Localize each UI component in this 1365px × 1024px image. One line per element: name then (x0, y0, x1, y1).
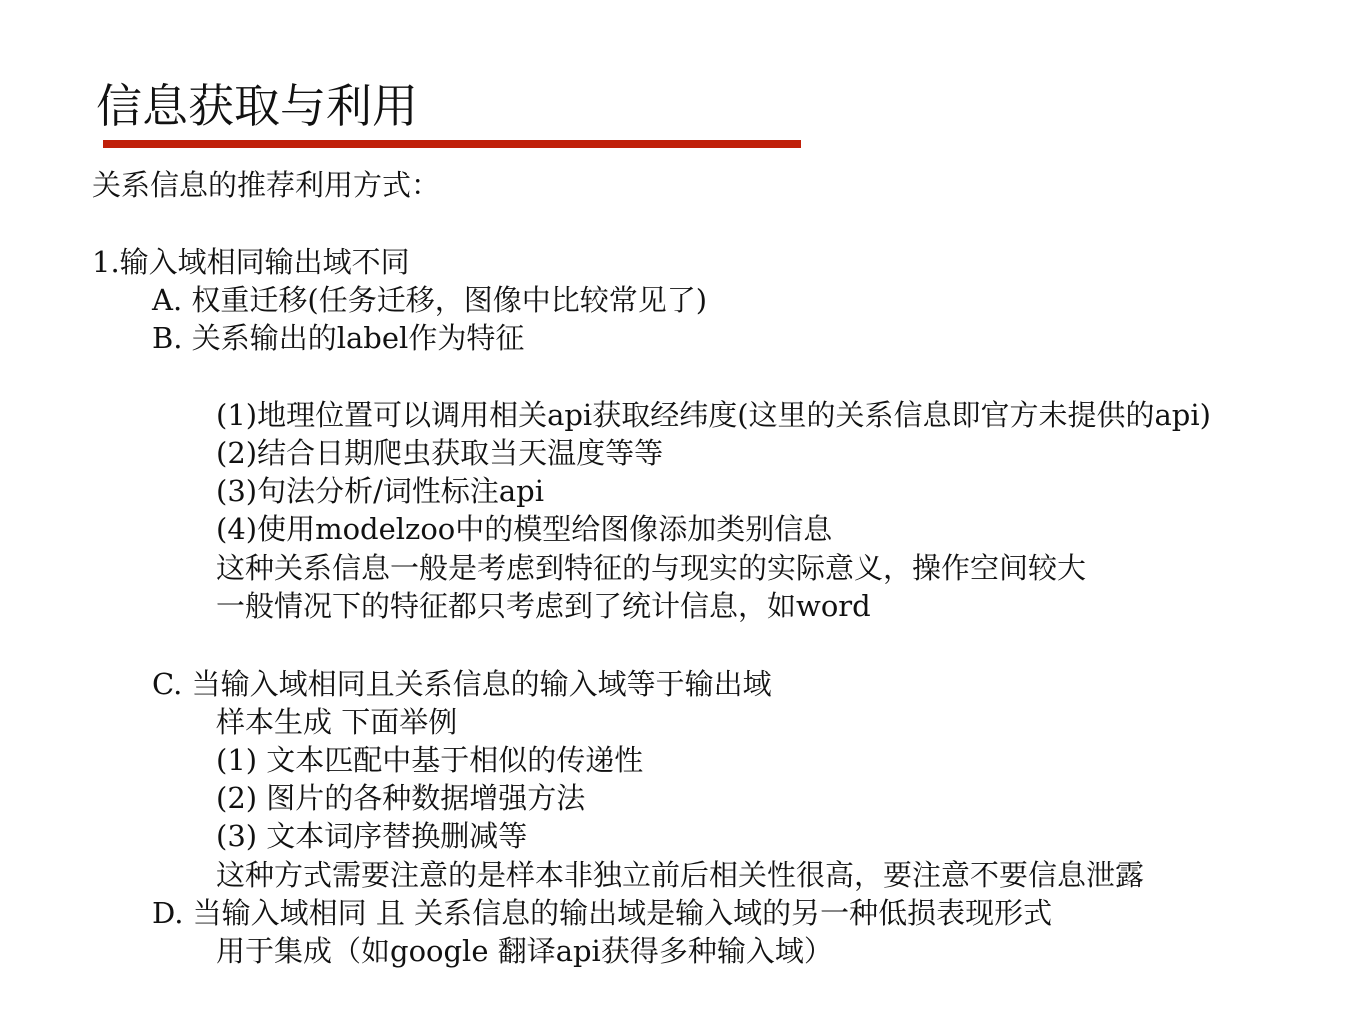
example-2: (2) 图片的各种数据增强方法 (216, 781, 586, 815)
item-c: C. 当输入域相同且关系信息的输入域等于输出域 (152, 667, 772, 701)
item-d: D. 当输入域相同 且 关系信息的输出域是输入域的另一种低损表现形式 (152, 896, 1053, 930)
example-3: (3) 文本词序替换删减等 (216, 819, 528, 853)
item-c-note: 这种方式需要注意的是样本非独立前后相关性很高，要注意不要信息泄露 (216, 858, 1145, 892)
example-1: (1) 文本匹配中基于相似的传递性 (216, 743, 644, 777)
item-d-note: 用于集成（如google 翻译api获得多种输入域） (216, 934, 833, 968)
title-underline (103, 140, 801, 148)
note-line-1: 这种关系信息一般是考虑到特征的与现实的实际意义，操作空间较大 (216, 551, 1087, 585)
page-title: 信息获取与利用 (96, 79, 418, 133)
sub-item-2: (2)结合日期爬虫获取当天温度等等 (216, 436, 664, 470)
item-b: B. 关系输出的label作为特征 (152, 321, 525, 355)
item-a: A. 权重迁移(任务迁移，图像中比较常见了) (152, 283, 708, 317)
section-1-heading: 1.输入域相同输出域不同 (92, 245, 410, 279)
intro-text: 关系信息的推荐利用方式： (92, 168, 441, 202)
item-c-subheading: 样本生成 下面举例 (216, 705, 458, 739)
sub-item-4: (4)使用modelzoo中的模型给图像添加类别信息 (216, 512, 833, 546)
sub-item-3: (3)句法分析/词性标注api (216, 474, 544, 508)
note-line-2: 一般情况下的特征都只考虑到了统计信息，如word (216, 589, 871, 623)
sub-item-1: (1)地理位置可以调用相关api获取经纬度(这里的关系信息即官方未提供的api) (216, 398, 1211, 432)
